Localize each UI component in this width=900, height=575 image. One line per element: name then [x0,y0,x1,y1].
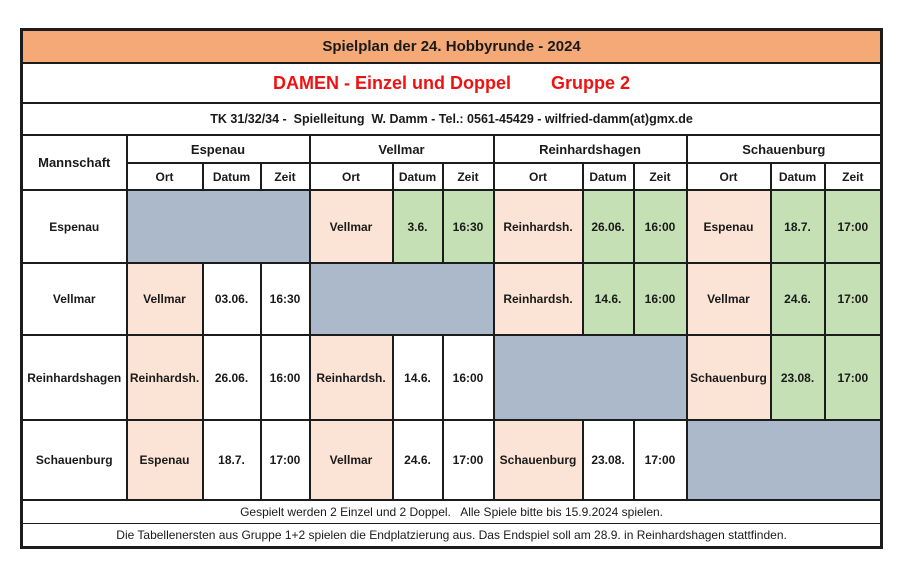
match-row-espenau [22,190,882,263]
col-header-zeit: Zeit [443,163,494,190]
group-header-espenau: Espenau [127,135,310,163]
match-location-cell: Reinhardsh. [494,190,583,263]
col-header-zeit: Zeit [261,163,310,190]
match-location-cell: Espenau [687,190,771,263]
col-header-datum: Datum [203,163,261,190]
subtitle-cell [22,63,882,103]
footer-note-2: Die Tabellenersten aus Gruppe 1+2 spielen die Endplatzierung aus. Das Endspiel soll am 28.9. in Reinhardshagen stattfinden. [22,524,882,548]
match-location-cell: Reinhardsh. [127,335,203,420]
match-date-cell: 24.6. [393,420,443,500]
match-row-vellmar [22,263,882,335]
team-row-label: Vellmar [22,263,127,335]
col-header-ort: Ort [310,163,393,190]
match-location-cell: Schauenburg [494,420,583,500]
match-time-cell: 16:00 [634,190,687,263]
match-location-cell: Vellmar [687,263,771,335]
group-header-schauenburg: Schauenburg [687,135,882,163]
match-location-cell: Espenau [127,420,203,500]
self-match-block [687,420,882,500]
col-header-zeit: Zeit [825,163,882,190]
subtitle-group: Gruppe 2 [551,72,631,93]
match-location-cell: Reinhardsh. [310,335,393,420]
contact-info: TK 31/32/34 - Spielleitung W. Damm - Tel.: 0561-45429 - wilfried-damm(at)gmx.de [22,103,882,135]
corner-header-mannschaft: Mannschaft [22,135,127,190]
match-location-cell: Vellmar [310,420,393,500]
col-header-ort: Ort [494,163,583,190]
match-location-cell: Vellmar [127,263,203,335]
match-date-cell: 26.06. [583,190,634,263]
subtitle-row [22,63,882,103]
match-time-cell: 16:30 [261,263,310,335]
team-row-label: Espenau [22,190,127,263]
subtitle [25,73,878,94]
match-time-cell: 16:00 [261,335,310,420]
match-date-cell: 14.6. [393,335,443,420]
page-title: Spielplan der 24. Hobbyrunde - 2024 [22,30,882,64]
match-time-cell: 17:00 [261,420,310,500]
col-header-datum: Datum [583,163,634,190]
match-time-cell: 17:00 [634,420,687,500]
match-date-cell: 03.06. [203,263,261,335]
schedule-sheet [20,28,880,549]
match-date-cell: 14.6. [583,263,634,335]
match-date-cell: 18.7. [771,190,825,263]
match-date-cell: 26.06. [203,335,261,420]
match-date-cell: 23.08. [771,335,825,420]
footer-note-row-2 [22,524,882,548]
footer-note-1: Gespielt werden 2 Einzel und 2 Doppel. Alle Spiele bitte bis 15.9.2024 spielen. [22,500,882,524]
group-header-reinhardshagen: Reinhardshagen [494,135,687,163]
match-row-reinhardshagen [22,335,882,420]
footer-note-row-1 [22,500,882,524]
sub-header-row [22,163,882,190]
col-header-ort: Ort [127,163,203,190]
schedule-table [20,28,883,549]
col-header-ort: Ort [687,163,771,190]
match-time-cell: 16:00 [443,335,494,420]
match-time-cell: 17:00 [443,420,494,500]
self-match-block [127,190,310,263]
subtitle-category: DAMEN - Einzel und Doppel [273,72,512,93]
title-row [22,30,882,64]
match-date-cell: 24.6. [771,263,825,335]
match-time-cell: 17:00 [825,335,882,420]
info-row [22,103,882,135]
match-time-cell: 16:00 [634,263,687,335]
col-header-zeit: Zeit [634,163,687,190]
self-match-block [310,263,494,335]
group-header-row [22,135,882,163]
col-header-datum: Datum [393,163,443,190]
match-time-cell: 17:00 [825,190,882,263]
team-row-label: Reinhardshagen [22,335,127,420]
self-match-block [494,335,687,420]
match-location-cell: Reinhardsh. [494,263,583,335]
match-date-cell: 23.08. [583,420,634,500]
col-header-datum: Datum [771,163,825,190]
match-row-schauenburg [22,420,882,500]
match-date-cell: 18.7. [203,420,261,500]
match-location-cell: Schauenburg [687,335,771,420]
match-time-cell: 16:30 [443,190,494,263]
match-location-cell: Vellmar [310,190,393,263]
match-time-cell: 17:00 [825,263,882,335]
match-date-cell: 3.6. [393,190,443,263]
team-row-label: Schauenburg [22,420,127,500]
group-header-vellmar: Vellmar [310,135,494,163]
